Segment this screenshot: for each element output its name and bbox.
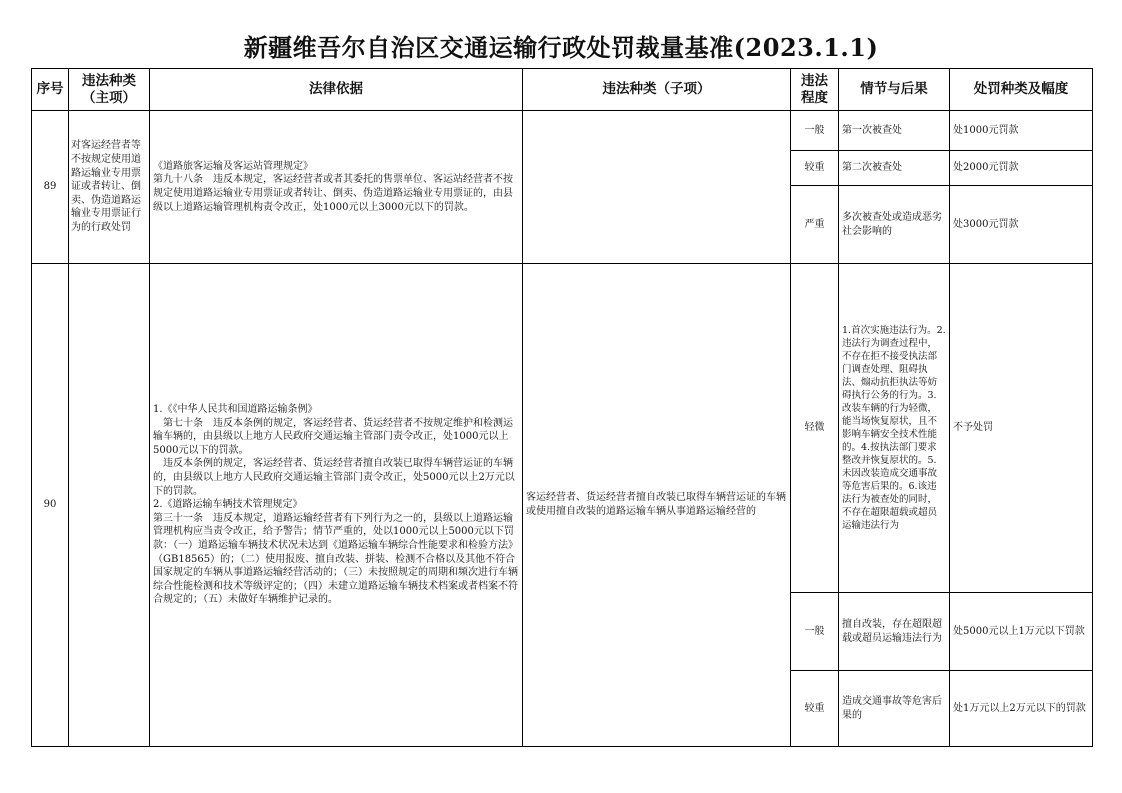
row-degree: 较重: [791, 671, 839, 747]
table-row: [32, 264, 1093, 593]
row-sub-category: [523, 111, 791, 264]
penalty-standard-table: [31, 68, 1093, 747]
row-degree: 一般: [791, 593, 839, 671]
header-degree: 违法程度: [791, 69, 839, 111]
row-seq: 89: [32, 111, 69, 264]
row-sub-category: 客运经营者、货运经营者擅自改装已取得车辆营运证的车辆或使用擅自改装的道路运输车辆从事道路运输经营的: [523, 264, 791, 747]
header-circumstance: 情节与后果: [839, 69, 950, 111]
row-main-category: 对客运经营者等不按规定使用道路运输业专用票证或者转让、倒卖、伪造道路运输业专用票证行为的行政处罚: [69, 111, 150, 264]
row-degree: 一般: [791, 111, 839, 151]
row-circumstance: 造成交通事故等危害后果的: [839, 671, 950, 747]
row-legal-basis: 1.《《中华人民共和国道路运输条例》 第七十条 违反本条例的规定，客运经营者、货运经营者不按规定维护和检测运输车辆的，由县级以上地方人民政府交通运输主管部门责令改正，处1000元以上5000元以下的罚款。 违反本条例的规定，客运经营者、货运经营者擅自改装已取得车辆营运证的车辆的，由县级以上地方人民政府交通运输主管部门责令改正，处5000元以上2万元以下的罚款。 2.《道路运输车辆技术管理规定》 第三十一条 违反本规定，道路运输经营者有下列行为之一的，县级以上道路运输管理机构应当责令改正，给予警告；情节严重的，处以1000元以上5000元以下罚款：（一）道路运输车辆技术状况未达到《道路运输车辆综合性能要求和检验方法》（GB18565）的；（二）使用报废、擅自改装、拼装、检测不合格以及其他不符合国家规定的车辆从事道路运输经营活动的；（三）未按照规定的周期和频次进行车辆综合性能检测和技术等级评定的；（四）未建立道路运输车辆技术档案或者档案不符合规定的；（五）未做好车辆维护记录的。: [150, 264, 523, 747]
row-penalty: 处1000元罚款: [950, 111, 1093, 151]
header-sub-category: 违法种类（子项）: [523, 69, 791, 111]
page-title: 新疆维吾尔自治区交通运输行政处罚裁量基准(2023.1.1): [243, 33, 879, 62]
header-penalty: 处罚种类及幅度: [950, 69, 1093, 111]
row-seq: 90: [32, 264, 69, 747]
row-circumstance: 第二次被查处: [839, 151, 950, 186]
row-main-category: [69, 264, 150, 747]
header-row: [32, 69, 1093, 111]
row-penalty: 不予处罚: [950, 264, 1093, 593]
row-circumstance: 1.首次实施违法行为。2.违法行为调查过程中，不存在拒不接受执法部门调查处理、阻碍执法、煽动抗拒执法等妨碍执行公务的行为。3.改装车辆的行为轻微，能当场恢复原状，且不影响车辆安全技术性能的。4.按执法部门要求整改并恢复原状的。5.未因改装造成交通事故等危害后果的。6.该违法行为被查处的同时，不存在超限超载或超员运输违法行为: [839, 264, 950, 593]
row-circumstance: 多次被查处或造成恶劣社会影响的: [839, 186, 950, 264]
row-penalty: 处5000元以上1万元以下罚款: [950, 593, 1093, 671]
row-legal-basis: 《道路旅客运输及客运站管理规定》 第九十八条 违反本规定，客运经营者或者其委托的售票单位、客运站经营者不按规定使用道路运输业专用票证或者转让、倒卖、伪造道路运输业专用票证的，由县级以上道路运输管理机构责令改正，处1000元以上3000元以下的罚款。: [150, 111, 523, 264]
row-degree: 轻微: [791, 264, 839, 593]
header-main-category: 违法种类（主项）: [69, 69, 150, 111]
row-circumstance: 擅自改装，存在超限超载或超员运输违法行为: [839, 593, 950, 671]
header-legal-basis: 法律依据: [150, 69, 523, 111]
row-degree: 严重: [791, 186, 839, 264]
row-degree: 较重: [791, 151, 839, 186]
row-penalty: 处2000元罚款: [950, 151, 1093, 186]
row-penalty: 处1万元以上2万元以下的罚款: [950, 671, 1093, 747]
row-circumstance: 第一次被查处: [839, 111, 950, 151]
header-seq: 序号: [32, 69, 69, 111]
row-penalty: 处3000元罚款: [950, 186, 1093, 264]
table-row: [32, 111, 1093, 151]
